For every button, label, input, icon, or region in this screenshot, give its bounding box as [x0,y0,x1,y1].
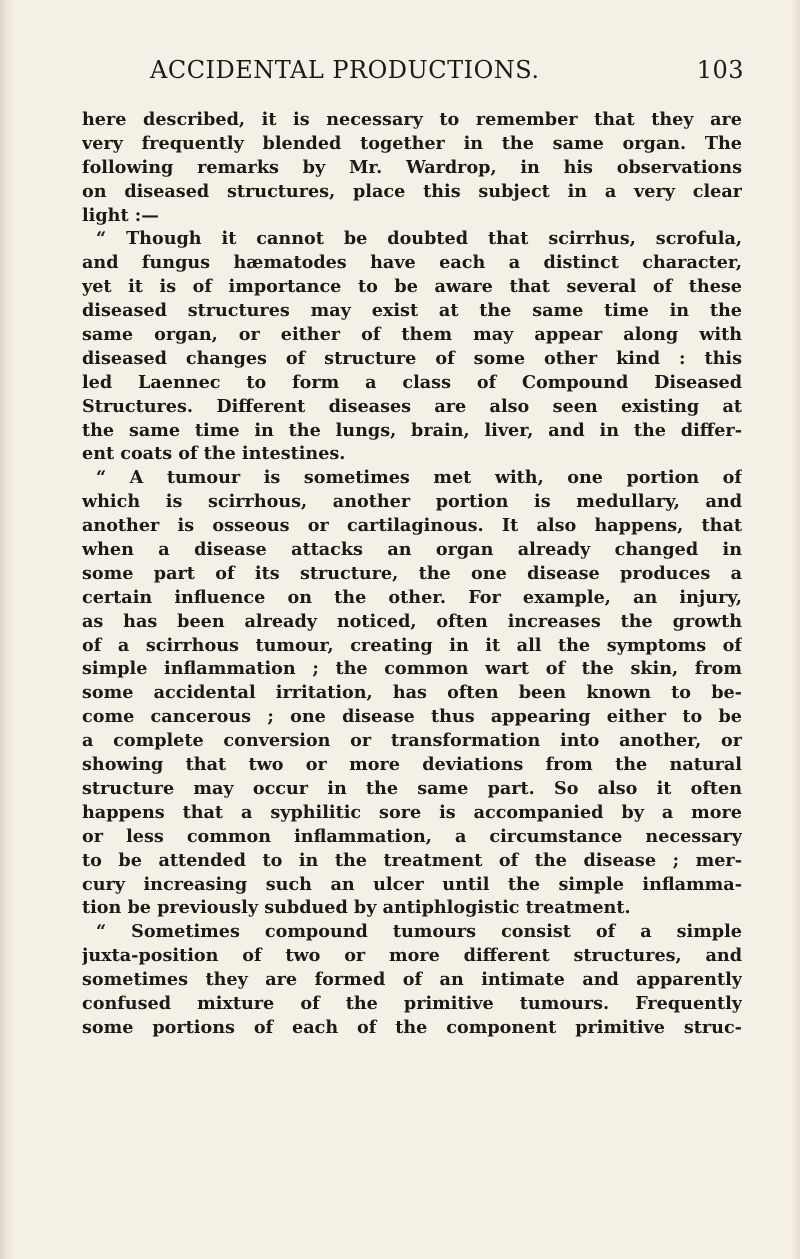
text-line: on diseased structures, place this subject in a very clear [82,180,742,202]
text-line: same organ, or either of them may appear along with [82,324,742,346]
text-line: cury increasing such an ulcer until the simple inflamma- [82,873,742,895]
text-line: as has been already noticed, often increases the growth [82,610,742,632]
text-line: very frequently blended together in the same organ. The [82,132,742,154]
text-line: and fungus hæmatodes have each a distinct character, [82,252,742,274]
text-line: another is osseous or cartilaginous. It also happens, that [82,515,742,537]
body-text [82,108,742,1040]
text-line: come cancerous ; one disease thus appearing either to be [82,706,742,728]
text-line: showing that two or more deviations from the natural [82,754,742,776]
text-line: light :— [82,204,159,226]
text-line: some accidental irritation, has often been known to be- [82,682,742,704]
text-line: Structures. Different diseases are also seen existing at [82,395,742,417]
text-line: here described, it is necessary to remember that they are [82,109,742,130]
text-line: “ Though it cannot be doubted that scirrhus, scrofula, [96,228,742,250]
text-line: led Laennec to form a class of Compound Diseased [82,371,742,393]
text-line: or less common inflammation, a circumstance necessary [82,825,742,847]
page-edge-shadow [790,0,800,1259]
text-line: diseased changes of structure of some other kind : this [82,347,742,369]
text-line: to be attended to in the treatment of the disease ; mer- [82,849,742,871]
text-line: structure may occur in the same part. So also it often [82,777,742,799]
text-line: the same time in the lungs, brain, liver, and in the differ- [82,419,742,441]
text-line: yet it is of importance to be aware that several of these [82,276,742,298]
text-line: happens that a syphilitic sore is accompanied by a more [82,801,742,823]
text-line: simple inflammation ; the common wart of the skin, from [82,658,742,680]
text-line: a complete conversion or transformation into another, or [82,730,742,752]
running-title: ACCIDENTAL PRODUCTIONS. [150,56,540,84]
text-line: following remarks by Mr. Wardrop, in his observations [82,156,742,178]
text-line: juxta-position of two or more different structures, and [82,945,742,967]
text-line: “ Sometimes compound tumours consist of a simple [96,921,742,943]
text-line: which is scirrhous, another portion is medullary, and [82,491,742,513]
page-gutter-shadow [0,0,16,1259]
text-line: tion be previously subdued by antiphlogistic treatment. [82,897,631,919]
text-line: certain influence on the other. For example, an injury, [82,586,742,608]
page-number: 103 [696,56,744,84]
text-line: ent coats of the intestines. [82,443,346,465]
text-line: “ A tumour is sometimes met with, one portion of [96,467,742,489]
text-line: some portions of each of the component primitive struc- [82,1016,742,1038]
text-line: sometimes they are formed of an intimate and apparently [82,969,742,991]
text-line: of a scirrhous tumour, creating in it all the symptoms of [82,634,742,656]
text-line: some part of its structure, the one disease produces a [82,562,742,584]
text-line: confused mixture of the primitive tumours. Frequently [82,992,742,1014]
text-line: diseased structures may exist at the same time in the [82,300,742,322]
page-header [150,56,744,90]
text-line: when a disease attacks an organ already changed in [82,539,742,561]
